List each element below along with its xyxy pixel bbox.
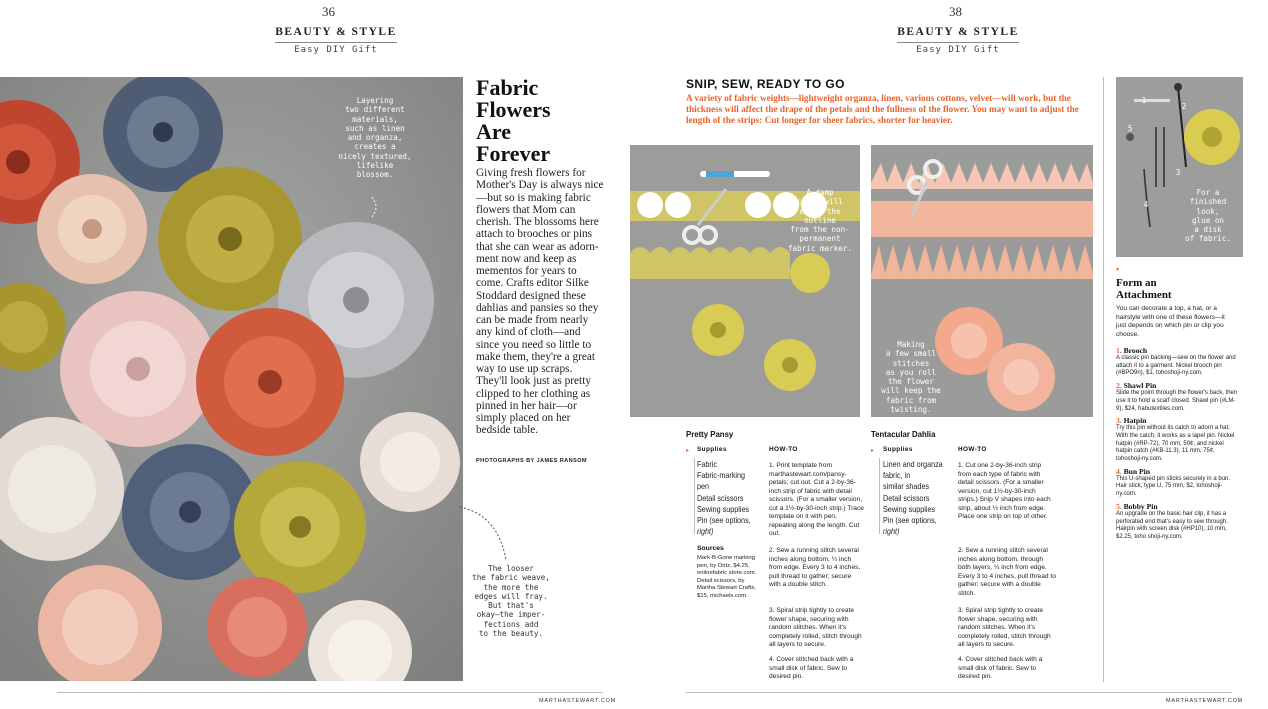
column-divider-attachment [1103, 77, 1104, 682]
flower-pink [60, 291, 216, 447]
pin-options-list [1116, 346, 1240, 542]
pin-option [1116, 346, 1240, 378]
section-title-left: BEAUTY & STYLE [275, 26, 397, 38]
attachment-arrow: ▾ [1116, 267, 1120, 273]
snip-intro: A variety of fabric weights—lightweight organza, linen, various cottons, velvet—will work, but the thickness will affect the drape of the petals and the fullness of the flower. You may want to adjust the length of the strips: Cut longer for sheer fabrics, shorter for heavier. [686, 93, 1079, 125]
pins-photo-caption: For a finished look, glue on a disk of fabric. [1185, 188, 1231, 244]
supply-item: right) [697, 527, 714, 537]
pin-label-5: 5 [1127, 124, 1133, 133]
supply-item: Detail scissors [697, 493, 744, 503]
pin-option-name: Shawl Pin [1123, 381, 1157, 391]
photo-caption-layering: Layering two different materials, such as linen and organza, creates a nicely textured, lifelike blossom. [338, 96, 412, 180]
pin-option-desc: Slide the point through the flower's back, then use it to hold a scarf closed. Shawl pin (#LM-9), $24, habutextiles.com. [1116, 390, 1238, 412]
pansy-photo [630, 145, 860, 417]
pin-option-number: 5. [1116, 501, 1122, 511]
pin-label-1: 1 [1141, 96, 1147, 105]
pin-option-name: Bobby Pin [1123, 501, 1158, 511]
dahlia-title: Tentacular Dahlia [871, 430, 936, 439]
supply-item: Fabric-marking [697, 471, 746, 481]
pansy-step-4: 4. Cover stitched back with a small disk of fabric. Sew to desired pin. [769, 656, 854, 680]
dahlia-step-2: 2. Sew a running stitch several inches along bottom, through both layers, ¼ inch from edge. Every 3 to 4 inches, pull thread to gather; secure with a double stitch. [958, 547, 1056, 597]
pin-label-2: 2 [1181, 102, 1187, 111]
pin-label-4: 4 [1143, 200, 1149, 209]
attachment-title: Form an Attachment [1116, 277, 1172, 301]
supply-item: Pin (see options, [697, 516, 751, 526]
pin-option-name: Bun Pin [1123, 466, 1150, 476]
supply-item: Fabric [697, 460, 718, 469]
dahlia-supplies-arrow: ▸ [871, 448, 875, 454]
footer-rule-left [57, 692, 603, 693]
pin-option-name: Brooch [1123, 346, 1148, 355]
flower-white-right [360, 412, 460, 512]
pin-option-number: 4. [1116, 466, 1122, 476]
dahlia-step-1: 1. Cut one 2-by-36-inch strip from each type of fabric with detail scissors. (For a smaller version, cut 1½-by-30-inch strips.) Snip V shapes into each strip, about ½ inch from edge. Place one strip on top of other. [958, 462, 1051, 520]
supply-item: Pin (see options, [883, 516, 937, 526]
caption-leader-line [458, 505, 518, 565]
supply-item: Sewing supplies [697, 504, 750, 514]
pin-option-desc: This U-shaped pin sticks securely in a bun. Hair stick, type U, 75 mm, $2, tohoshoji-ny.com. [1116, 475, 1231, 498]
pansy-howto-head: HOW-TO [769, 446, 798, 453]
flower-coral [196, 308, 344, 456]
supply-item: similar shades [883, 482, 930, 492]
feature-title: Fabric Flowers Are Forever [476, 75, 551, 166]
photo-caption-looser-weave: The looser the fabric weave, the more the edges will fray. But that's okay—the imper- fections add to the beauty. [472, 564, 550, 639]
attachment-intro: You can decorate a top, a hat, or a hairstyle with one of these flowers—it just depends on which pin or clip you choose. [1116, 305, 1225, 338]
supply-item: Linen and organza [883, 460, 943, 469]
pin-option-desc: A classic pin backing—sew on the flower and attach it to a garment. Nickel brooch pin (#BPO9n), $1, tohoshoji-ny.com. [1116, 355, 1236, 377]
snip-title: SNIP, SEW, READY TO GO [686, 77, 845, 91]
pin-option-number: 3. [1116, 416, 1122, 426]
section-rule-right [897, 42, 1019, 43]
section-title-right: BEAUTY & STYLE [897, 26, 1019, 38]
flower-chartreuse [234, 461, 366, 593]
pin-option [1116, 502, 1240, 542]
flower-peach [37, 174, 147, 284]
footer-url-left: MARTHASTEWART.COM [539, 698, 617, 704]
pin-option-desc: Try this pin without its catch to adorn a hat. With the catch, it works as a lapel pin. Nickel hatpin (#RP-72), 70 mm, 50¢; and nickel hatpin catch (#KB-11.3), 11 mm, 75¢, tohoshoji-ny.com. [1116, 425, 1235, 463]
photo-credit: PHOTOGRAPHS BY JAMES RANSOM [476, 458, 587, 464]
page-number-left: 36 [322, 4, 335, 19]
dahlia-supplies-list [883, 459, 951, 537]
footer-url-right: MARTHASTEWART.COM [1166, 698, 1244, 704]
pin-option [1116, 381, 1240, 413]
dahlia-howto-head: HOW-TO [958, 446, 987, 453]
pansy-supplies-head: Supplies [697, 446, 727, 453]
supply-item: Detail scissors [883, 493, 930, 503]
feature-body: Giving fresh flowers for Mother's Day is always nice—but so is making fabric flowers that Mom can cherish. The blossoms here attach to brooches or pins that she can wear as adorn-ment now and keep as mementos for years to come. Crafts editor Silke Stoddard designed these dahlias and pansies so they can be made from nearly any kind of cloth—and since you need so little to make them, they're a great way to use up scraps. They'll look just as pretty clipped to her clothing as pinned in her hair—or simply placed on her bedside table. [476, 167, 604, 437]
supply-item: fabric, in [883, 471, 911, 481]
pansy-supplies-arrow: ▸ [686, 448, 690, 454]
subsection-title-left: Easy DIY Gift [294, 45, 378, 55]
flower-salmon-bottom [207, 577, 307, 677]
supply-item: Sewing supplies [883, 504, 936, 514]
supply-item: pen [697, 482, 710, 492]
footer-rule-right [686, 692, 1232, 693]
page-number-right: 38 [949, 4, 962, 19]
pansy-supplies-list [697, 459, 758, 537]
pin-option-desc: An upgrade on the basic hair clip, it has a perforated end that's easy to sew through. Hairpin with screen disk (#HP10), 10 mm, $2.25, toho shoji-ny.com. [1116, 510, 1228, 540]
dahlia-step-3: 3. Spiral strip tightly to create flower shape, securing with random stitches. When it's completely rolled, stitch through all layers to secure. [958, 607, 1051, 648]
pin-option [1116, 467, 1240, 499]
pansy-title: Pretty Pansy [686, 430, 734, 439]
pin-label-3: 3 [1175, 168, 1181, 177]
pansy-step-1: 1. Print template from marthastewart.com/pansy-petals; cut out. Cut a 2-by-36-inch strip of fabric with detail scissors. (For a smaller version, cut a 1½-by-30-inch strip.) Trace template on it with pen, repeating along the length. Cut out. [769, 462, 864, 537]
pansy-photo-caption: A damp cloth will erase the outline from the non- permanent fabric marker. [787, 188, 852, 253]
supply-item: right) [883, 527, 900, 537]
pin-option [1116, 416, 1240, 464]
pin-option-number: 2. [1116, 381, 1122, 391]
pansy-step-2: 2. Sew a running stitch several inches along bottom, ¼ inch from edge. Every 3 to 4 inches, pull thread to gather; secure with a double stitch. [769, 547, 861, 588]
dahlia-supplies-head: Supplies [883, 446, 913, 453]
section-rule-left [275, 42, 397, 43]
dahlia-photo-caption: Making a few small stitches as you roll the flower will keep the fabric from twisting. [881, 340, 941, 415]
pin-option-name: Hatpin [1123, 416, 1147, 426]
pansy-step-3: 3. Spiral strip tightly to create flower shape, securing with random stitches. When it's completely rolled, stitch through all layers to secure. [769, 607, 862, 648]
pansy-supplies-rule [694, 458, 695, 534]
dahlia-supplies-rule [879, 458, 880, 534]
pin-option-number: 1. [1116, 346, 1122, 355]
dahlia-step-4: 4. Cover stitched back with a small disk of fabric. Sew to desired pin. [958, 656, 1043, 680]
pansy-sources-text: Mark-B-Gone marking pen, by Dritz, $4.25, onlinefabric store.com. Detail scissors, by Martha Stewart Crafts, $15, michaels.com. [697, 555, 757, 599]
pansy-sources-head: Sources [697, 545, 724, 552]
subsection-title-right: Easy DIY Gift [916, 45, 1000, 55]
